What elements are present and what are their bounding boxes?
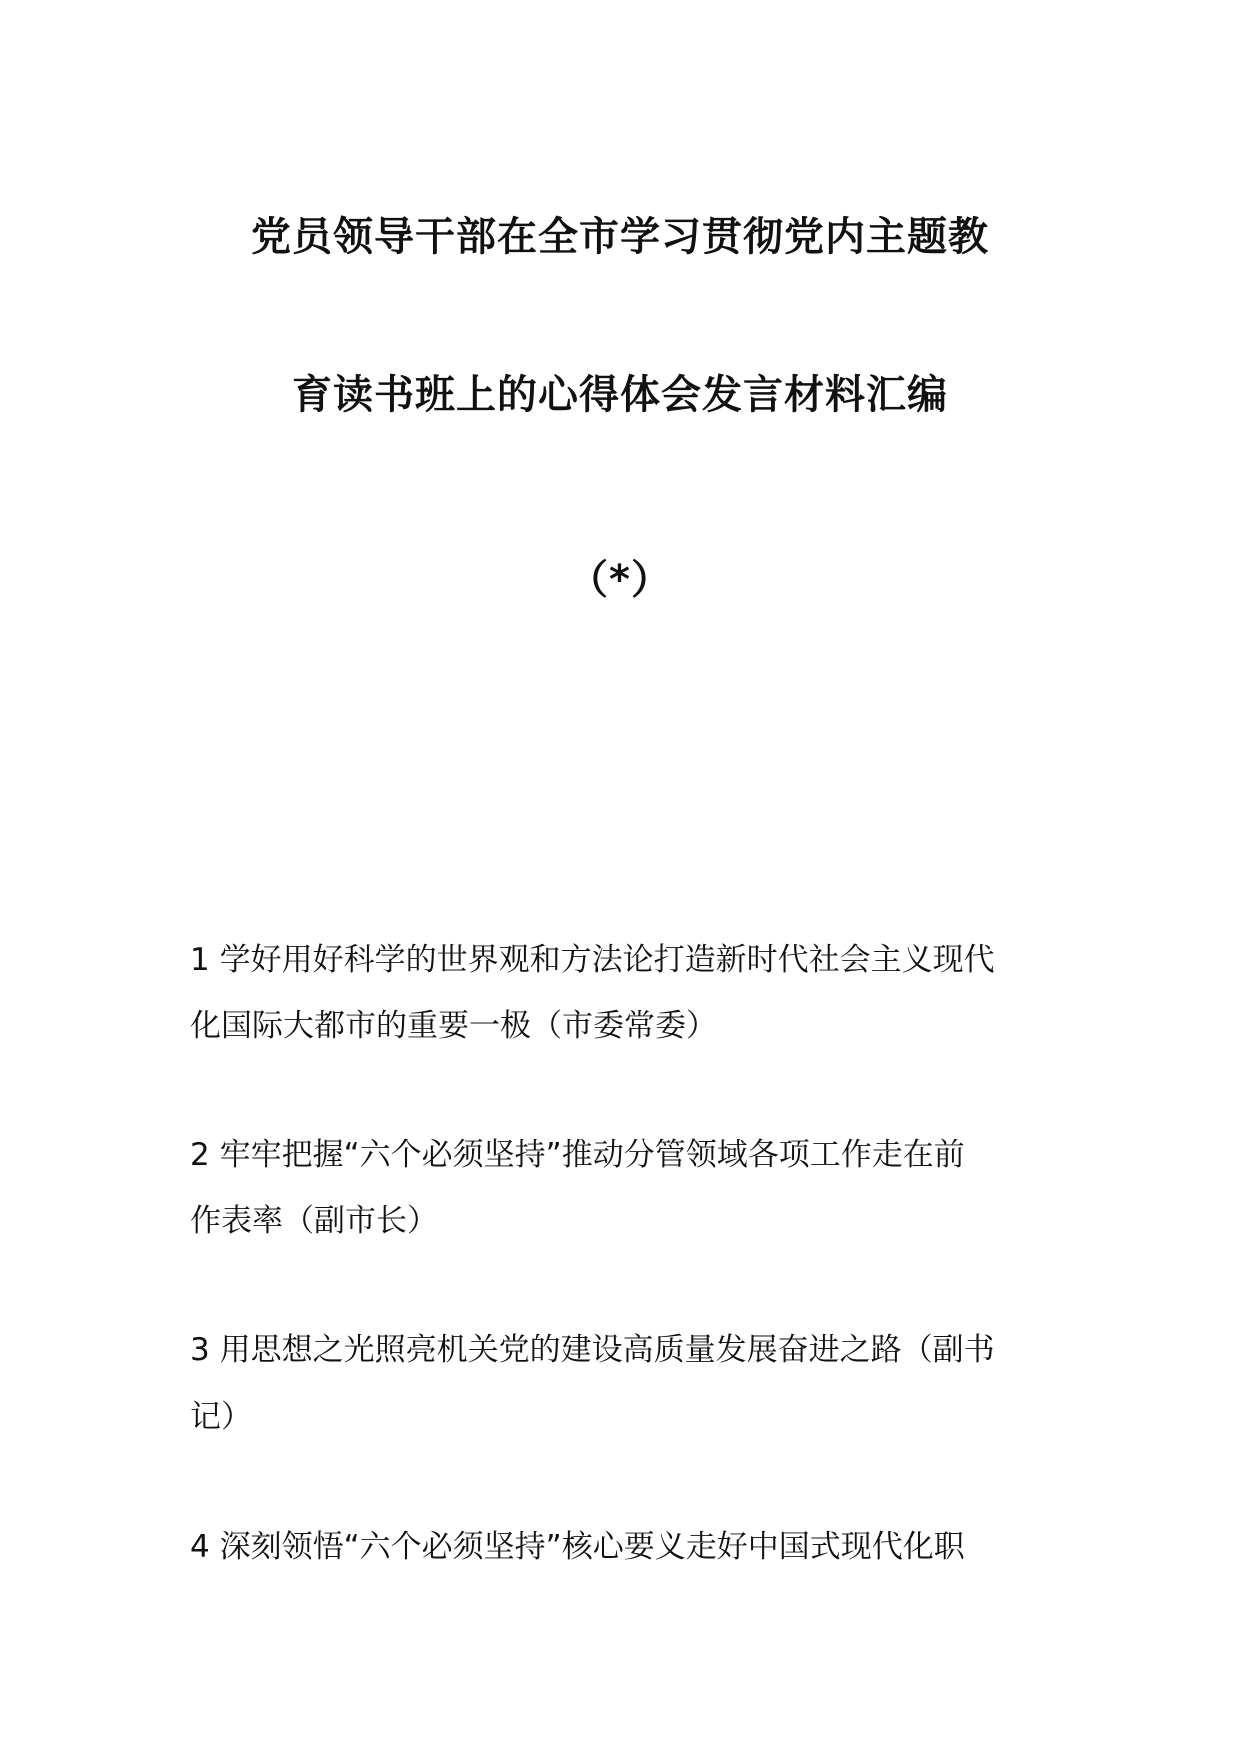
list-item-3-line-2: 记） xyxy=(190,1399,252,1435)
document-subtitle: （*） xyxy=(568,557,672,603)
list-item-3-line-1: 3 用思想之光照亮机关党的建设高质量发展奋进之路（副书 xyxy=(190,1332,995,1368)
document-title-line-1: 党员领导干部在全市学习贯彻党内主题教 xyxy=(251,214,989,260)
list-item-2-line-1: 2 牢牢把握“六个必须坚持”推动分管领域各项工作走在前 xyxy=(190,1137,965,1173)
list-item-2-line-2: 作表率（副市长） xyxy=(190,1203,438,1239)
list-item-4-line-1: 4 深刻领悟“六个必须坚持”核心要义走好中国式现代化职 xyxy=(190,1529,965,1565)
list-item-1-line-1: 1 学好用好科学的世界观和方法论打造新时代社会主义现代 xyxy=(190,942,995,978)
document-title-line-2: 育读书班上的心得体会发言材料汇编 xyxy=(292,372,948,418)
list-item-1-line-2: 化国际大都市的重要一极（市委常委） xyxy=(190,1008,717,1044)
